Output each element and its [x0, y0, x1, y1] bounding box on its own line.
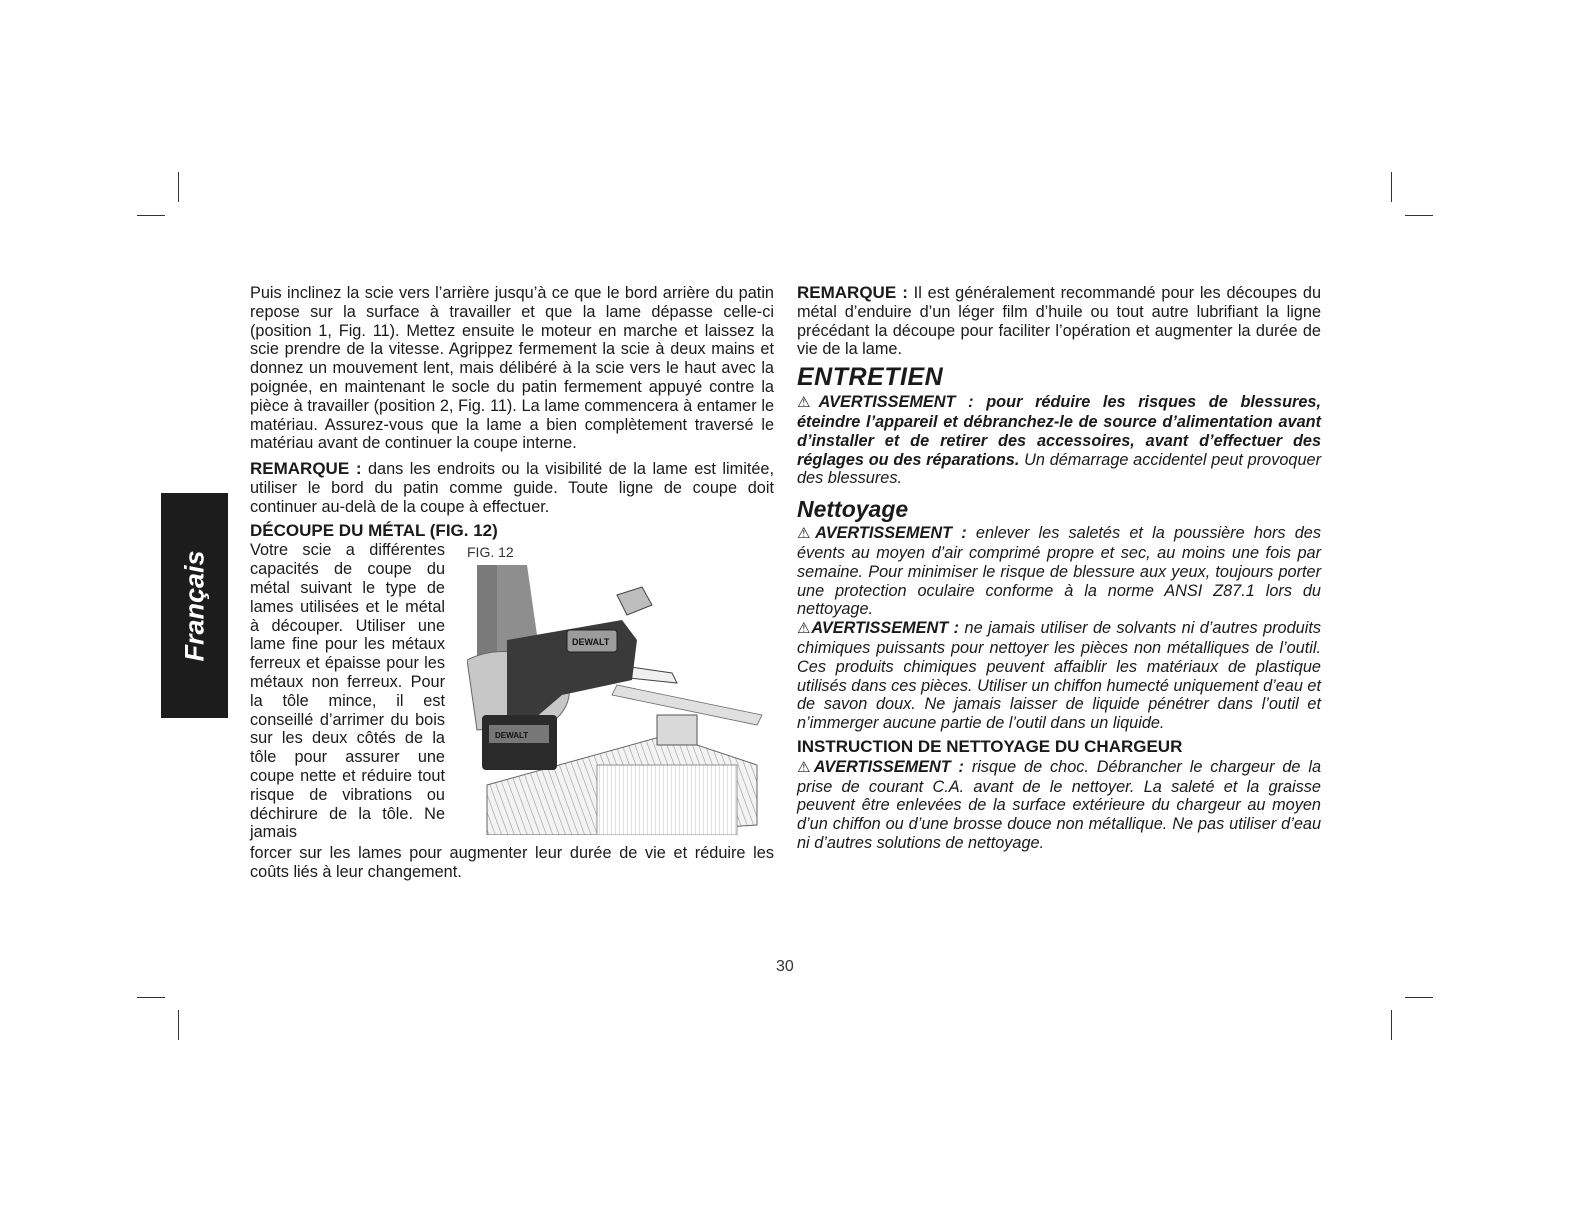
charger-cleaning-warning [797, 758, 1321, 853]
right-column [797, 284, 1321, 853]
note-label: REMARQUE : [250, 459, 362, 479]
lubrication-note [797, 284, 1321, 359]
left-column [250, 284, 774, 882]
crop-mark-bottom-left-h [137, 997, 165, 998]
cleaning-warning-solvents [797, 619, 1321, 733]
warning-icon: ⚠ [797, 525, 816, 543]
note-text: dans les endroits ou la visibilité de la lame est limitée, utiliser le bord du patin comme guide. Toute ligne de coupe doit continuer au-delà de la coupe à effectuer. [250, 460, 774, 516]
language-tab-label: Français [179, 549, 209, 662]
saw-illustration [467, 565, 767, 835]
figure-block [250, 541, 774, 844]
cleaning-warning-solvents-text: ne jamais utiliser de solvants ni d’autres produits chimiques puissants pour nettoyer les pièces non métalliques de l’outil. Ces produits chimiques peuvent affaiblir les matériaux de plastique utilisés dans ces pièces. Utiliser un chiffon humecté uniquement d’eau et de savon doux. Ne jamais laisser de liquide pénétrer dans l’outil et n’immerger aucune partie de l’outil dans un liquide. [797, 619, 1322, 733]
maintenance-heading: ENTRETIEN [797, 363, 944, 392]
crop-mark-bottom-left-v [178, 1010, 179, 1040]
crop-mark-top-right-h [1405, 215, 1433, 216]
page-number: 30 [776, 958, 794, 975]
metal-cutting-text: Votre scie a différentes capacités de coupe du métal suivant le type de lames utilisées et le métal à découper. Utiliser une lame fine pour les métaux ferreux et épaisse pour les métaux non ferreux. Pour la tôle mince, il est conseillé d’arrimer du bois sur les deux côtés de la tôle pour assurer une coupe nette et réduire tout risque de vibrations ou déchirure de la tôle. Ne jamais [250, 541, 445, 842]
language-side-tab [161, 493, 228, 718]
cleaning-warning-solvents-label: AVERTISSEMENT : [811, 619, 960, 638]
figure-label: FIG. 12 [467, 544, 514, 561]
charger-cleaning-warning-text: risque de choc. Débrancher le chargeur de la prise de courant C.A. avant de le nettoyer. La saleté et la graisse peuvent être enlevées de la surface extérieure du chargeur au moyen d’un chiffon ou d’une brosse douce non métallique. Ne pas utiliser d’eau ni d’autres solutions de nettoyage. [797, 757, 1321, 852]
intro-paragraph: Puis inclinez la scie vers l’arrière jusqu’à ce que le bord arrière du patin repose sur la surface à travailler et que la lame dépasse celle-ci (position 1, Fig. 11). Mettez ensuite le moteur en marche et laissez la scie prendre de la vitesse. Agrippez fermement la scie à deux mains et donnez un mouvement lent, mais délibéré à la scie vers le haut avec la poignée, en maintenant le socle du patin fermement appuyé contre la pièce à travailler (position 2, Fig. 11). La lame commencera à entamer le matériau. Assurez-vous que la lame a bien complètement traversé le matériau avant de continuer la coupe interne. [250, 284, 774, 453]
cleaning-heading: Nettoyage [797, 496, 909, 523]
lubrication-note-label: REMARQUE : [797, 283, 908, 302]
cleaning-warning-air [797, 524, 1321, 619]
metal-cutting-text-continued: forcer sur les lames pour augmenter leur durée de vie et réduire les coûts liés à leur changement. [250, 844, 774, 882]
crop-mark-bottom-right-h [1405, 997, 1433, 998]
crop-mark-top-right-v [1391, 172, 1392, 202]
maintenance-warning-bold: AVERTISSEMENT : pour réduire les risques de blessures, éteindre l’appareil et débranchez-le de source d’alimentation avant d’installer et de retirer des accessoires, avant d’effectuer des réglages ou des réparations. [797, 393, 1322, 469]
maintenance-warning-italic: Un démarrage accidentel peut provoquer des blessures. [797, 450, 1321, 488]
metal-cutting-heading: DÉCOUPE DU MÉTAL (FIG. 12) [250, 520, 498, 540]
crop-mark-bottom-right-v [1391, 1010, 1392, 1040]
note-paragraph [250, 460, 774, 516]
battery-brand-label: DEWALT [495, 731, 529, 741]
warning-icon: ⚠ [797, 620, 812, 638]
maintenance-warning [797, 393, 1321, 488]
cleaning-warning-air-label: AVERTISSEMENT : [815, 524, 967, 543]
crop-mark-top-left-h [137, 215, 165, 216]
lubrication-note-text: Il est généralement recommandé pour les découpes du métal d’enduire d’un léger film d’huile ou tout autre lubrifiant la ligne précédant la découpe pour faciliter l’opération et augmenter la durée de vie de la lame. [797, 284, 1321, 359]
charger-cleaning-heading: INSTRUCTION DE NETTOYAGE DU CHARGEUR [797, 736, 1183, 756]
charger-cleaning-warning-label: AVERTISSEMENT : [813, 757, 964, 776]
warning-icon: ⚠ [797, 758, 814, 776]
saw-brand-label: DEWALT [572, 637, 610, 648]
warning-icon: ⚠ [797, 394, 819, 412]
crop-mark-top-left-v [178, 172, 179, 202]
cleaning-warning-air-text: enlever les saletés et la poussière hors des évents au moyen d’air comprimé propre et sec, au moins une fois par semaine. Pour minimiser le risque de blessure aux yeux, toujours porter une protection oculaire conforme à la norme ANSI Z87.1 lors du nettoyage. [797, 524, 1321, 619]
